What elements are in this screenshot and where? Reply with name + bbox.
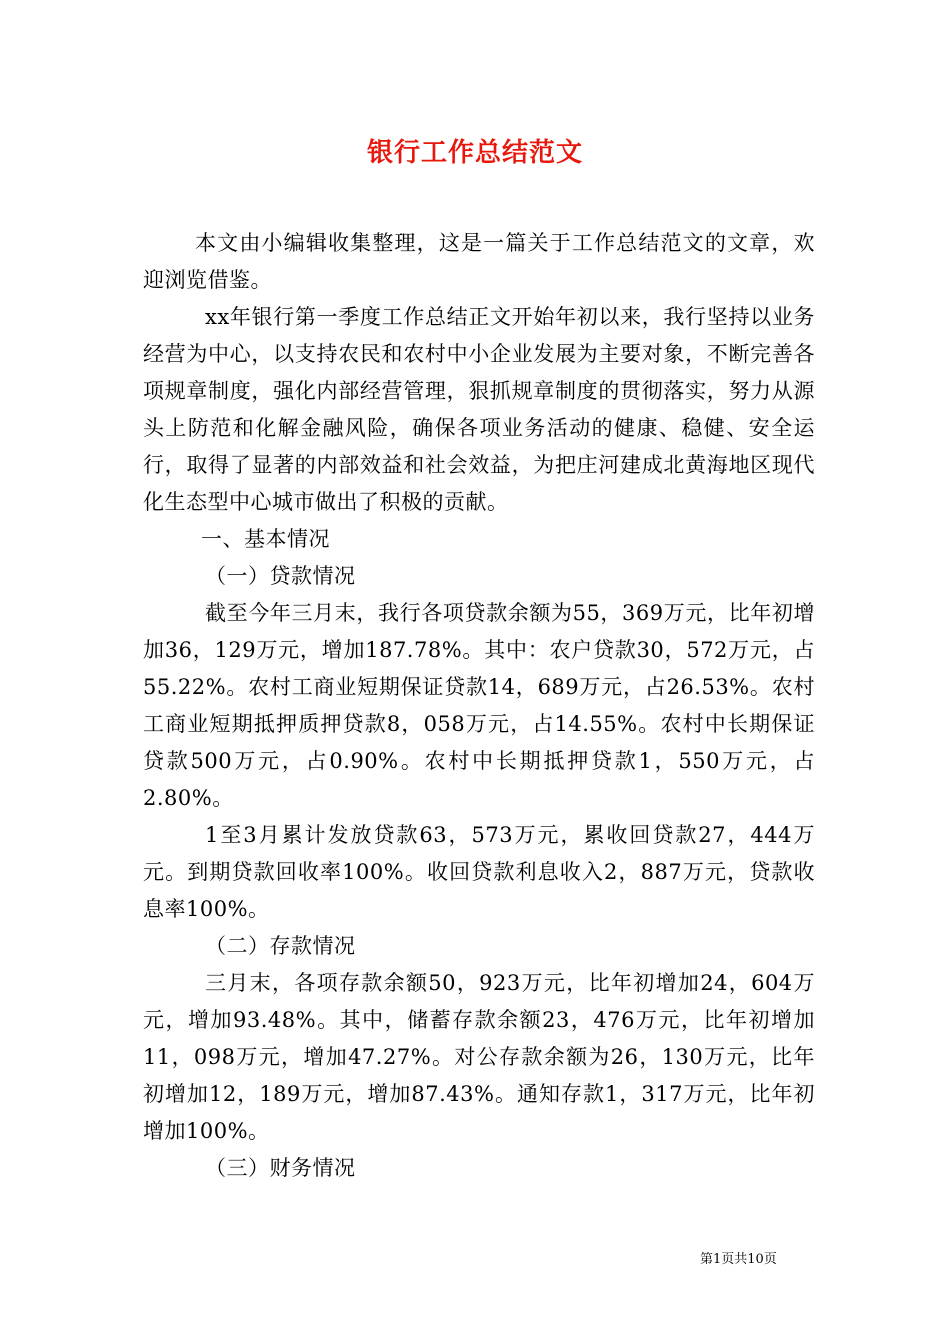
section-heading-basic: 一、基本情况: [201, 527, 330, 551]
loans-paragraph: 截至今年三月末，我行各项贷款余额为55，369万元，比年初增加36，129万元，增加187.78%。其中：农户贷款30，572万元，占55.22%。农村工商业短期保证贷款14，689万元，占26.53%。农村工商业短期抵押质押贷款8，058万元，占14.55%。农村中长期保证贷款500万元，占0.90%。农村中长期抵押贷款1，550万元，占2.80%。: [143, 601, 815, 810]
subsection-heading-finance: （三）财务情况: [205, 1156, 356, 1180]
subsection-heading-loans: （一）贷款情况: [205, 564, 356, 588]
subsection-heading-deposits: （二）存款情况: [205, 934, 356, 958]
intro-paragraph: 本文由小编辑收集整理，这是一篇关于工作总结范文的文章，欢迎浏览借鉴。: [143, 231, 815, 292]
document-body: [143, 225, 815, 1187]
deposits-paragraph: 三月末，各项存款余额50，923万元，比年初增加24，604万元，增加93.48%。其中，储蓄存款余额23，476万元，比年初增加11，098万元，增加47.27%。对公存款余额为26，130万元，比年初增加12，189万元，增加87.43%。通知存款1，317万元，比年初增加100%。: [143, 971, 815, 1143]
loans-issued-paragraph: 1至3月累计发放贷款63，573万元，累收回贷款27，444万元。到期贷款回收率100%。收回贷款利息收入2，887万元，贷款收息率100%。: [143, 823, 815, 921]
page-number-footer: 第1页共10页: [700, 1252, 777, 1267]
overview-paragraph: xx年银行第一季度工作总结正文开始年初以来，我行坚持以业务经营为中心，以支持农民和农村中小企业发展为主要对象，不断完善各项规章制度，强化内部经营管理，狠抓规章制度的贯彻落实，努力从源头上防范和化解金融风险，确保各项业务活动的健康、稳健、安全运行，取得了显著的内部效益和社会效益，为把庄河建成北黄海地区现代化生态型中心城市做出了积极的贡献。: [143, 305, 815, 514]
document-title: 银行工作总结范文: [366, 138, 583, 168]
